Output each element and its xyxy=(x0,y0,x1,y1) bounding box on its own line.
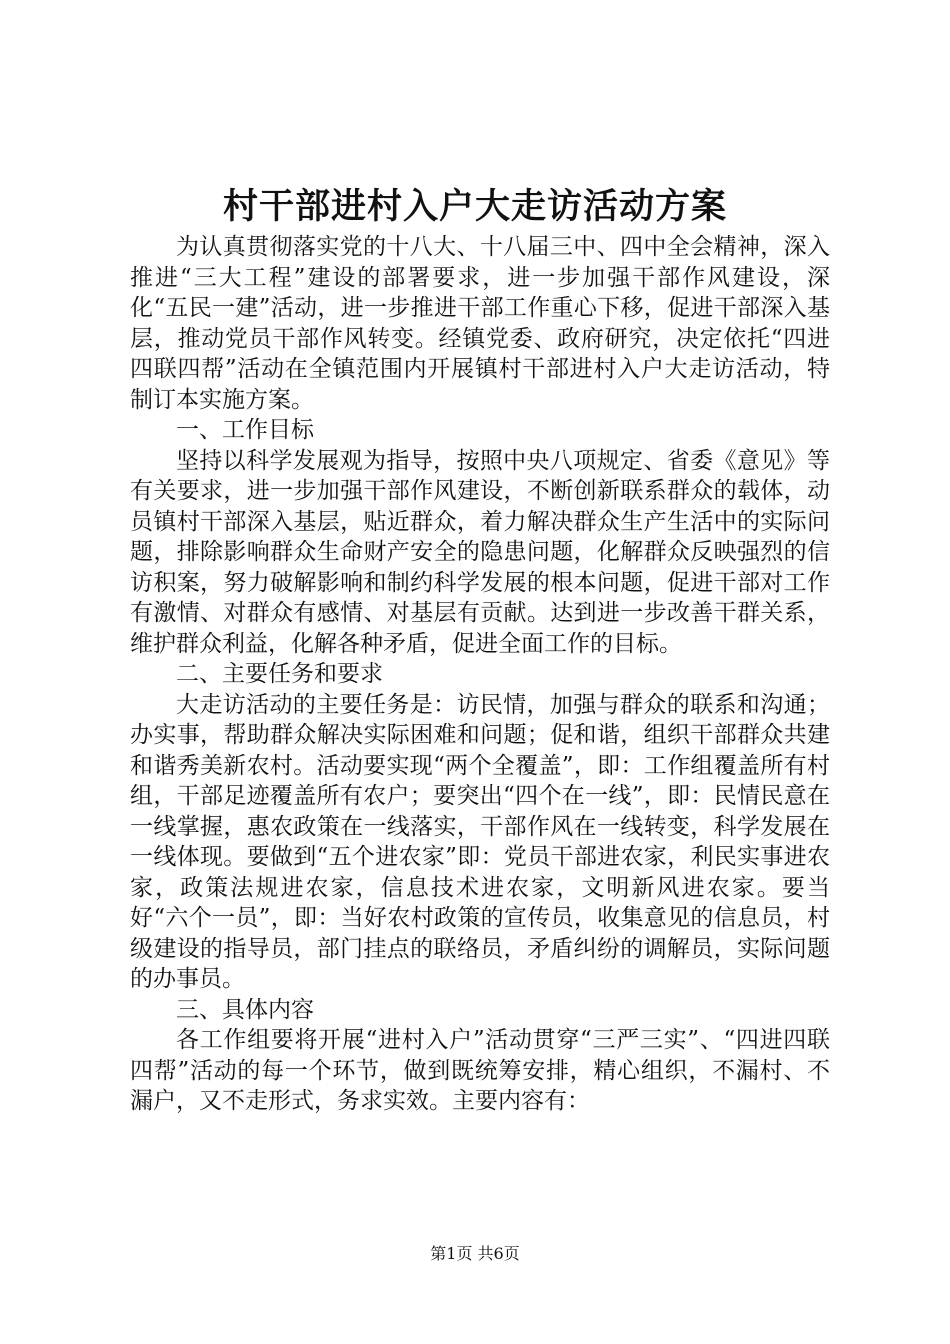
content-paragraph: 各工作组要将开展“进村入户”活动贯穿“三严三实”、“四进四联四帮”活动的每一个环节，做到既统筹安排，精心组织，不漏村、不漏户，又不走形式，务求实效。主要内容有： xyxy=(130,1027,830,1114)
section-heading-tasks: 二、主要任务和要求 xyxy=(176,661,383,687)
section-heading-content: 三、具体内容 xyxy=(176,996,314,1023)
tasks-paragraph: 大走访活动的主要任务是：访民情，加强与群众的联系和沟通；办实事，帮助群众解决实际困难和问题；促和谐，组织干部群众共建和谐秀美新农村。活动要实现“两个全覆盖”，即：工作组覆盖所有村组，干部足迹覆盖所有农户；要突出“四个在一线”，即：民情民意在一线掌握，惠农政策在一线落实，干部作风在一线转变，科学发展在一线体现。要做到“五个进农家”即：党员干部进农家，利民实事进农家，政策法规进农家，信息技术进农家，文明新风进农家。要当好“六个一员”，即：当好农村政策的宣传员，收集意见的信息员，村级建设的指导员，部门挂点的联络员，矛盾纠纷的调解员，实际问题的办事员。 xyxy=(130,691,830,992)
section-heading-goals: 一、工作目标 xyxy=(176,417,314,443)
page-number-footer: 第1页 共6页 xyxy=(430,1244,520,1263)
document-title: 村干部进村入户大走访活动方案 xyxy=(222,186,727,227)
document-body xyxy=(130,232,830,1117)
intro-paragraph: 为认真贯彻落实党的十八大、十八届三中、四中全会精神，深入推进“三大工程”建设的部署要求，进一步加强干部作风建设，深化“五民一建”活动，进一步推进干部工作重心下移，促进干部深入基层，推动党员干部作风转变。经镇党委、政府研究，决定依托“四进四联四帮”活动在全镇范围内开展镇村干部进村入户大走访活动，特制订本实施方案。 xyxy=(130,234,830,413)
goals-paragraph: 坚持以科学发展观为指导，按照中央八项规定、省委《意见》等有关要求，进一步加强干部作风建设，不断创新联系群众的载体，动员镇村干部深入基层，贴近群众，着力解决群众生产生活中的实际问题，排除影响群众生命财产安全的隐患问题，化解群众反映强烈的信访积案，努力破解影响和制约科学发展的根本问题，促进干部对工作有激情、对群众有感情、对基层有贡献。达到进一步改善干群关系，维护群众利益，化解各种矛盾，促进全面工作的目标。 xyxy=(130,447,830,657)
